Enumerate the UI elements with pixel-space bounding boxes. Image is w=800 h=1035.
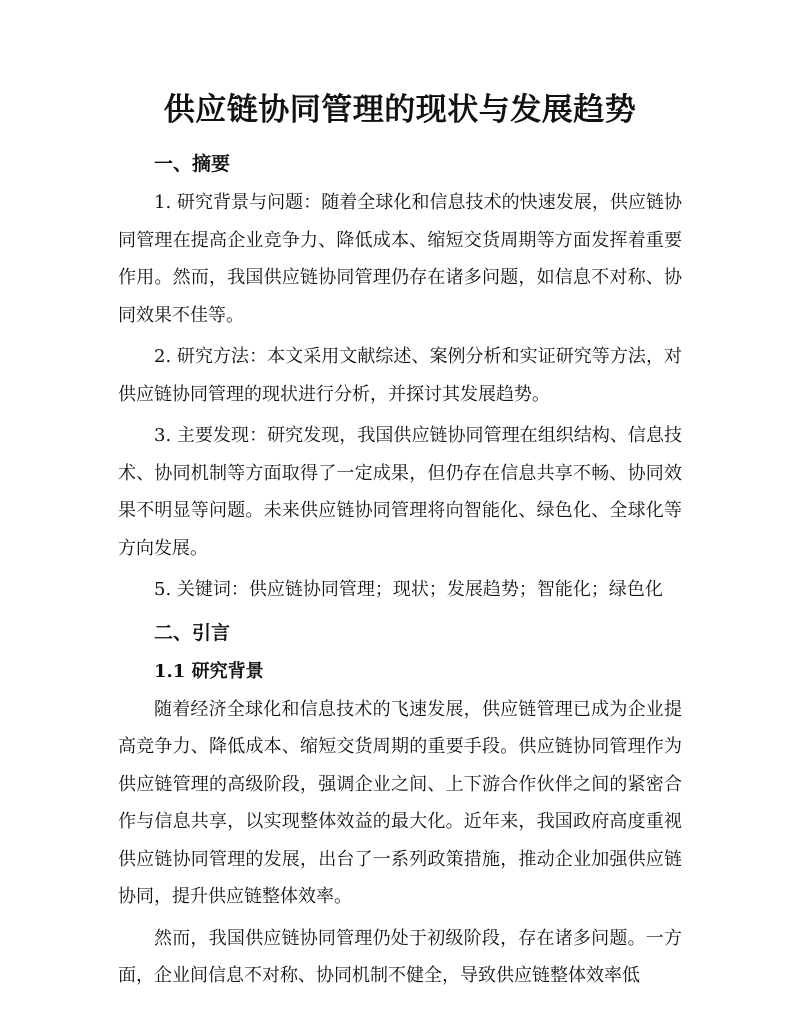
abstract-paragraph-background: 1. 研究背景与问题：随着全球化和信息技术的快速发展，供应链协同管理在提高企业竞争力、降低成本、缩短交货周期等方面发挥着重要作用。然而，我国供应链协同管理仍存在诸多问题，如信息不对称、协同效果不佳等。: [118, 192, 682, 326]
introduction-paragraph-2: 然而，我国供应链协同管理仍处于初级阶段，存在诸多问题。一方面，企业间信息不对称、协同机制不健全，导致供应链整体效率低: [118, 927, 682, 986]
abstract-paragraph-methods: 2. 研究方法：本文采用文献综述、案例分析和实证研究等方法，对供应链协同管理的现状进行分析，并探讨其发展趋势。: [118, 346, 682, 405]
introduction-paragraph-1: 随着经济全球化和信息技术的飞速发展，供应链管理已成为企业提高竞争力、降低成本、缩短交货周期的重要手段。供应链协同管理作为供应链管理的高级阶段，强调企业之间、上下游合作伙伴之间的紧密合作与信息共享，以实现整体效益的最大化。近年来，我国政府高度重视供应链协同管理的发展，出台了一系列政策措施，推动企业加强供应链协同，提升供应链整体效率。: [118, 698, 682, 907]
section-heading-abstract: 一、摘要: [154, 153, 231, 175]
section-heading-introduction: 二、引言: [154, 621, 231, 644]
abstract-paragraph-keywords: 5. 关键词：供应链协同管理；现状；发展趋势；智能化；绿色化: [154, 579, 663, 600]
document-title: 供应链协同管理的现状与发展趋势: [163, 92, 637, 128]
subsection-heading-background: 1.1 研究背景: [154, 660, 264, 682]
abstract-paragraph-findings: 3. 主要发现：研究发现，我国供应链协同管理在组织结构、信息技术、协同机制等方面取得了一定成果，但仍存在信息共享不畅、协同效果不明显等问题。未来供应链协同管理将向智能化、绿色化、全球化等方向发展。: [118, 425, 682, 559]
document-body: [118, 144, 682, 999]
